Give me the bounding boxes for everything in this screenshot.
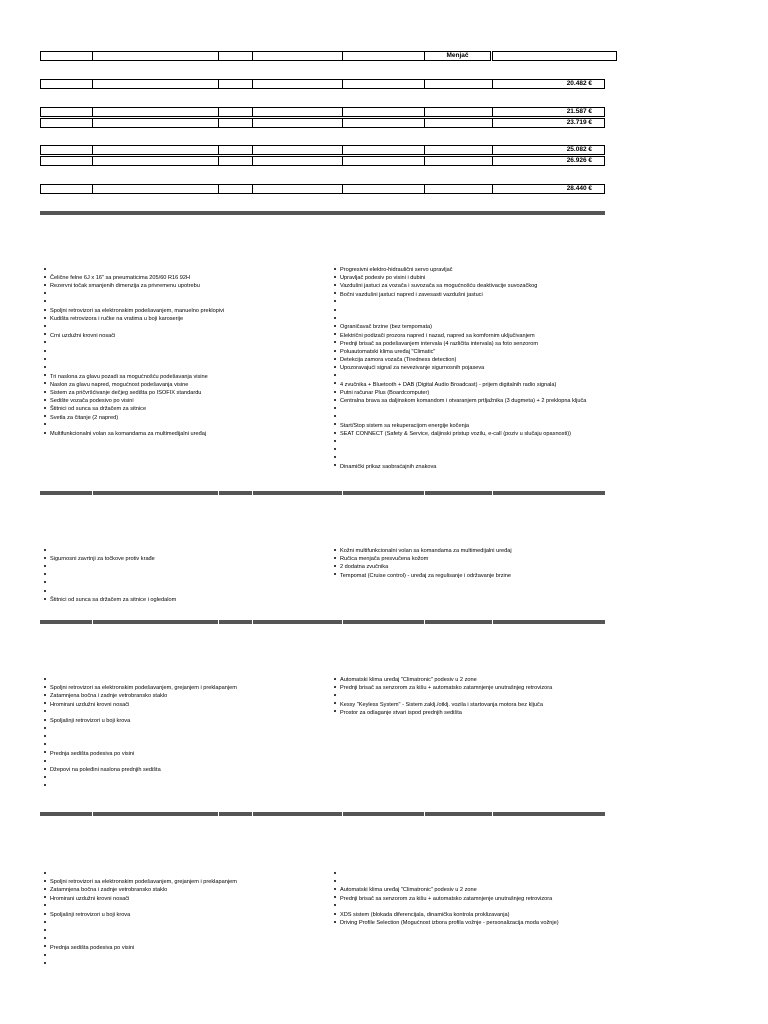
bullet-icon [334,268,336,270]
bullet-icon [334,565,336,567]
equipment-item [44,927,50,935]
bullet-icon [44,292,46,294]
equipment-item-label: Upozoravajući signal za nevezivanje sigurnosnih pojaseva [340,365,485,372]
bullet-icon [44,702,46,704]
equipment-item [44,878,237,886]
equipment-item-label: Električni podizači prozora napred i nazad, napred sa komfornim uključivanjem [340,332,535,339]
bullet-icon [334,325,336,327]
equipment-item [334,414,340,422]
bullet-icon [334,678,336,680]
equipment-item [334,572,511,580]
bullet-icon [44,937,46,939]
bullet-icon [44,565,46,567]
equipment-item [44,870,50,878]
equipment-item [44,414,118,422]
bullet-icon [44,341,46,343]
price-cell: 20.482 € [492,79,605,89]
equipment-item [334,422,469,430]
bullet-icon [44,549,46,551]
equipment-item-label: Ručica menjača presvučena kožom [340,556,429,563]
equipment-item [334,389,429,397]
equipment-item-label: Štitnici od sunca sa držačem za sitnice i ogledalom [50,597,177,604]
equipment-item [44,291,50,299]
price-row [40,79,605,89]
bullet-icon [44,300,46,302]
equipment-item [334,692,340,700]
equipment-item [334,274,425,282]
bullet-icon [44,366,46,368]
equipment-item-label: Hromirani uzdužni krovni nosači [50,895,130,902]
equipment-item-label: Prednji brisač sa podešavanjem intervala (4 različita intervala) sa foto senzorom [340,340,539,347]
equipment-item-label: 2 dodatna zvučnika [340,564,389,571]
bullet-icon [44,399,46,401]
equipment-item [44,960,50,968]
price-cell: 25.082 € [492,145,605,155]
equipment-item [334,701,543,709]
equipment-item [334,547,512,555]
bullet-icon [334,309,336,311]
equipment-item [334,430,571,438]
bullet-icon [44,962,46,964]
equipment-item-label: Zatamnjena bočna i zadnje vetrobransko staklo [50,693,168,700]
bullet-icon [334,350,336,352]
equipment-item-label: Prednji brisač sa senzorom za kišu + automatsko zatamnjenje unutrašnjeg retrovizora [340,685,553,692]
equipment-item [334,563,388,571]
equipment-item [44,725,50,733]
equipment-item-label: Detekcija zamora vozača (Tiredness detection) [340,357,457,364]
equipment-item [44,701,129,709]
bullet-icon [334,300,336,302]
bullet-icon [334,880,336,882]
equipment-item-label: Tempomat (Cruise control) - uređaj za regulisanje i održavanje brzine [340,572,511,579]
equipment-item [334,438,340,446]
equipment-item-label: Spoljašnji retrovizori u boji krova [50,912,131,918]
equipment-item [44,709,50,717]
section-divider [40,211,605,215]
equipment-item [44,758,50,766]
equipment-item [334,282,537,290]
equipment-item [44,911,130,919]
equipment-item [334,684,552,692]
equipment-item [44,717,130,725]
equipment-item [44,373,208,381]
equipment-item-label: Kessy "Keyless System" - Sistem zaklj./otklj. vozila i startovanja motora bez ključa [340,701,543,708]
bullet-icon [334,448,336,450]
bullet-icon [334,686,336,688]
equipment-item [334,886,477,894]
bullet-icon [44,333,46,335]
bullet-icon [44,921,46,923]
bullet-icon [334,888,336,890]
equipment-item [334,397,586,405]
equipment-item-label: Spoljni retrovizori sa elektronskim podešavanjem, manuelno preklopivi [50,308,225,314]
equipment-item-label: Kudišta retrovizora i ručke na vratima u boji karoserije [50,316,184,323]
bullet-icon [44,374,46,376]
equipment-item [334,878,340,886]
equipment-item-label: Upravljač podesiv po visini i dubini [340,275,426,282]
equipment-item-label: Prednji brisač sa senzorom za kišu + automatsko zatamnjenje unutrašnjeg retrovizora [340,895,553,902]
bullet-icon [334,432,336,434]
price-row [40,107,605,117]
equipment-item [334,307,340,315]
equipment-item-label: Vazdušni jastuci za vozača i suvozača sa mogućnošću deaktivacije suvozačkog [340,283,538,290]
equipment-item-label: Bočni vazdušni jastuci napred i zavesasti vazdušni jastuci [340,291,483,298]
equipment-item-label: Džepovi na poleđini naslona prednjih sedišta [50,767,161,774]
equipment-item [44,684,237,692]
bullet-icon [44,784,46,786]
bullet-icon [334,464,336,466]
price-cell: 21.587 € [492,107,605,117]
bullet-icon [334,292,336,294]
bullet-icon [44,415,46,417]
bullet-icon [334,694,336,696]
equipment-item [334,405,340,413]
bullet-icon [334,391,336,393]
equipment-item-label: SEAT CONNECT (Safety & Service, daljinski pristup vozilu, e-call (poziv u slučaju opasnosti)) [340,431,571,437]
equipment-item [334,895,552,903]
equipment-item [334,911,509,919]
bullet-icon [334,415,336,417]
equipment-item [44,944,134,952]
equipment-item [334,291,483,299]
price-table-header-row [40,51,605,61]
bullet-icon [44,573,46,575]
equipment-item [334,356,456,364]
bullet-icon [334,382,336,384]
equipment-item-label: Crni uzdužni krovni nosači [50,332,116,339]
bullet-icon [44,686,46,688]
bullet-icon [44,317,46,319]
equipment-item [334,676,477,684]
price-row [40,118,605,128]
equipment-item [334,870,340,878]
equipment-item-label: Prednja sedišta podesiva po visini [50,750,135,757]
bullet-icon [44,590,46,592]
equipment-item [44,766,161,774]
bullet-icon [44,954,46,956]
bullet-icon [44,268,46,270]
equipment-item [334,555,428,563]
bullet-icon [44,888,46,890]
equipment-item [334,299,340,307]
bullet-icon [44,913,46,915]
price-cell: 28.440 € [492,184,605,194]
bullet-icon [334,366,336,368]
equipment-item-label: Progresivni elektro-hidraulični servo upravljač [340,267,453,273]
equipment-item-label: Čelične felne 6J x 16" sa pneumaticima 205/60 R16 92H [50,275,191,282]
equipment-item [334,919,559,927]
equipment-item [44,332,115,340]
bullet-icon [44,432,46,434]
bullet-icon [44,735,46,737]
equipment-item [334,455,340,463]
price-cell: 23.719 € [492,118,605,128]
equipment-item [44,596,176,604]
equipment-item-label: Prostor za odlaganje stvari ispod prednjih sedišta [340,709,462,716]
equipment-item-label: Sedište vozača podesivo po visini [50,398,134,405]
equipment-item [44,299,50,307]
equipment-item [44,783,50,791]
price-row [40,184,605,194]
bullet-icon [44,276,46,278]
section-divider-ticks [40,620,605,624]
equipment-item [44,750,134,758]
equipment-item [334,373,340,381]
bullet-icon [44,284,46,286]
bullet-icon [334,407,336,409]
bullet-icon [334,557,336,559]
bullet-icon [44,423,46,425]
bullet-icon [334,440,336,442]
bullet-icon [334,423,336,425]
bullet-icon [44,743,46,745]
equipment-item [334,315,340,323]
equipment-item-label: Putni računar Plus (Boardcomputer) [340,390,430,396]
equipment-item [44,886,167,894]
equipment-item-label: Automatski klima uređaj "Climatronic" podesiv u 2 zone [340,677,477,683]
equipment-item [44,323,50,331]
equipment-item [44,381,188,389]
bullet-icon [44,407,46,409]
equipment-item-label: Rezervni točak smanjenih dimenzija za privremenu upotrebu [50,283,200,290]
equipment-item [44,356,50,364]
bullet-icon [334,276,336,278]
bullet-icon [44,727,46,729]
bullet-icon [44,358,46,360]
bullet-icon [334,333,336,335]
equipment-item [334,340,538,348]
equipment-item-label: Kožni multifunkcionalni volan sa komandama za multimedijalni uređaj [340,548,512,554]
equipment-item [334,348,435,356]
equipment-item-label: Spoljni retrovizori sa elektronskim podešavanjem, grejanjem i preklapanjem [50,879,237,886]
section-divider-ticks [40,812,605,816]
price-row [40,145,605,155]
equipment-item-label: Sigurnosni zavrtnji za točkove protiv krađe [50,556,155,563]
bullet-icon [334,710,336,712]
bullet-icon [334,317,336,319]
equipment-item [44,742,50,750]
equipment-item [44,430,206,438]
equipment-item-label: Spoljašnji retrovizori u boji krova [50,718,131,724]
equipment-item-label: Poluautomatski klima uređaj "Climatic" [340,349,436,355]
equipment-item [44,555,155,563]
bullet-icon [44,350,46,352]
equipment-item [44,563,50,571]
equipment-item [44,692,167,700]
equipment-item [44,389,201,397]
equipment-item-label: Prednja sedišta podesiva po visini [50,944,135,951]
bullet-icon [334,284,336,286]
bullet-icon [44,768,46,770]
bullet-icon [44,904,46,906]
bullet-icon [44,309,46,311]
bullet-icon [44,382,46,384]
equipment-item [44,422,50,430]
equipment-item [44,936,50,944]
equipment-item [334,709,462,717]
bullet-icon [334,896,336,898]
equipment-item [334,381,556,389]
equipment-item [44,903,50,911]
price-row [40,156,605,166]
equipment-item [44,774,50,782]
equipment-item [44,952,50,960]
equipment-item-label: Tri naslona za glavu pozadi sa mogućnošću podešavanja visine [50,373,208,380]
equipment-item [334,332,535,340]
equipment-item [44,588,50,596]
equipment-item-label: Svetla za čitanje (2 napred) [50,414,119,421]
equipment-item [44,405,146,413]
equipment-item [44,676,50,684]
bullet-icon [334,549,336,551]
equipment-item-label: Spoljni retrovizori sa elektronskim podešavanjem, grejanjem i preklapanjem [50,685,237,692]
equipment-item [334,463,436,471]
bullet-icon [44,719,46,721]
bullet-icon [44,751,46,753]
bullet-icon [44,776,46,778]
equipment-item-label: XDS sistem (blokada diferencijala, dinamička kontrola proklizavanja) [340,912,510,918]
equipment-item-label: Naslon za glavu napred, mogućnost podešavanja visine [50,381,189,388]
bullet-icon [44,880,46,882]
equipment-item [44,547,50,555]
bullet-icon [44,694,46,696]
equipment-item [334,266,453,274]
bullet-icon [44,557,46,559]
equipment-item [44,340,50,348]
bullet-icon [334,702,336,704]
bullet-icon [44,391,46,393]
equipment-item [44,274,190,282]
equipment-item [44,348,50,356]
bullet-icon [334,921,336,923]
bullet-icon [44,581,46,583]
equipment-item [44,572,50,580]
bullet-icon [334,573,336,575]
bullet-icon [44,929,46,931]
bullet-icon [44,760,46,762]
equipment-item [44,364,50,372]
bullet-icon [44,325,46,327]
equipment-item-label: Ograničavač brzine (bez tempomata) [340,324,433,331]
equipment-item [44,580,50,588]
bullet-icon [334,399,336,401]
equipment-item [44,733,50,741]
equipment-item-label: Hromirani uzdužni krovni nosači [50,701,130,708]
equipment-item [44,307,224,315]
equipment-item-label: 4 zvučnika + Bluetooth + DAB (Digital Audio Broadcast) - prijem digitalnih radio signala) [340,381,557,388]
equipment-item-label: Start/Stop sistem sa rekuperacijom energije kočenja [340,422,470,429]
equipment-item-label: Multifunkcionalni volan sa komandama za multimedijalni uređaj [50,431,207,437]
bullet-icon [44,896,46,898]
equipment-item [44,315,183,323]
bullet-icon [334,872,336,874]
bullet-icon [334,456,336,458]
equipment-item-label: Driving Profile Selection (Mogućnost izbora profila vožnje - personalizacija moda vožnje) [340,920,559,927]
equipment-item-label: Štitnici od sunca sa držačem za sitnice [50,406,147,413]
equipment-item [44,266,50,274]
bullet-icon [44,710,46,712]
equipment-item [44,397,134,405]
equipment-item [44,919,50,927]
equipment-item-label: Sistem za pričvršćivanje dečjeg sedišta po ISOFIX standardu [50,390,202,396]
gearbox-header: Menjač [424,51,491,61]
bullet-icon [44,872,46,874]
equipment-item-label: Centralna brava sa daljinskom komandom i otvaranjem prtljažnika (3 dugmeta) + 2 preklopna ključa [340,398,587,405]
bullet-icon [334,904,336,906]
bullet-icon [44,945,46,947]
bullet-icon [334,358,336,360]
equipment-item [44,895,129,903]
equipment-item [334,364,484,372]
bullet-icon [334,374,336,376]
equipment-item [334,903,340,911]
equipment-item [44,282,200,290]
equipment-item-label: Automatski klima uređaj "Climatronic" podesiv u 2 zone [340,887,477,894]
bullet-icon [44,678,46,680]
equipment-item-label: Dinamički prikaz saobraćajnih znakova [340,463,437,470]
equipment-item-label: Zatamnjena bočna i zadnje vetrobransko staklo [50,887,168,894]
bullet-icon [334,913,336,915]
equipment-item [334,323,432,331]
bullet-icon [44,598,46,600]
price-cell: 26.926 € [492,156,605,166]
bullet-icon [334,341,336,343]
equipment-item [334,446,340,454]
section-divider-ticks [40,491,605,495]
